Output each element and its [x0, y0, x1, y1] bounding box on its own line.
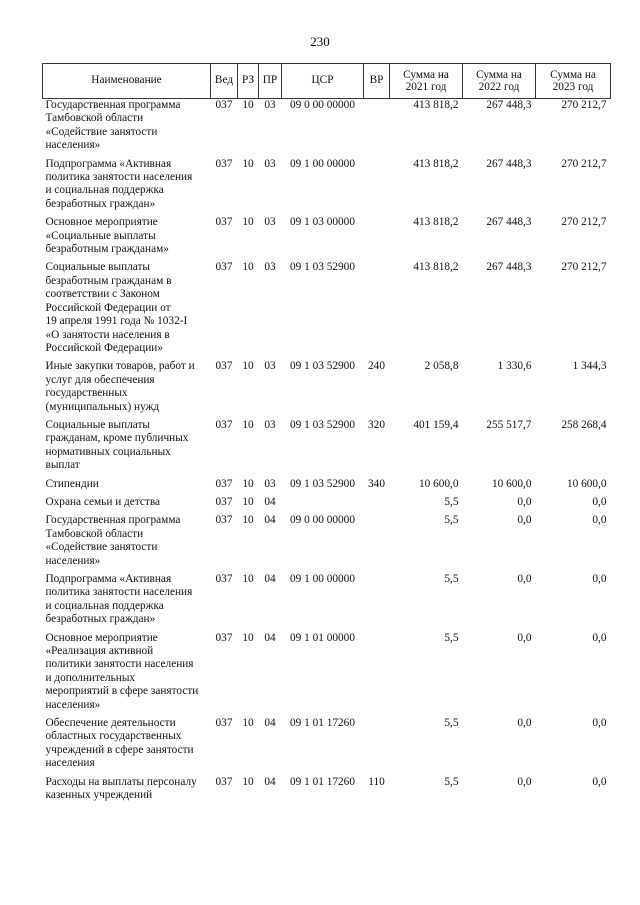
cell-name-line: и социальная поддержка	[45, 599, 164, 612]
cell-name-line: соответствии с Законом	[45, 288, 160, 301]
cell-name-line: мероприятий в сфере занятости	[45, 685, 199, 698]
cell-sum-2021: 5,5	[444, 717, 459, 730]
cell-sum-2022: 1 330,6	[497, 360, 532, 373]
cell-name-line: Иные закупки товаров, работ и	[45, 360, 195, 373]
cell-sum-2023: 270 212,7	[561, 216, 607, 229]
cell-sum-2022: 255 517,7	[486, 418, 532, 431]
cell-name	[43, 216, 211, 261]
cell-rz: 10	[242, 514, 254, 527]
cell-ved: 037	[215, 477, 233, 490]
cell-sum-2021: 5,5	[444, 573, 459, 585]
cell-rz: 10	[242, 477, 254, 490]
header-vr: ВР	[364, 64, 390, 99]
table-row	[43, 717, 611, 776]
header-row	[43, 64, 611, 99]
cell-ved: 037	[215, 157, 233, 170]
cell-name-line: казенных учреждений	[45, 789, 153, 802]
table-row	[43, 360, 611, 419]
cell-sum-2023: 270 212,7	[561, 261, 607, 274]
cell-ved: 037	[215, 631, 233, 644]
cell-rz: 10	[242, 261, 254, 274]
cell-pr: 03	[264, 477, 276, 490]
cell-rz: 10	[242, 360, 254, 373]
cell-name	[43, 261, 211, 360]
cell-csr: 09 1 00 00000	[290, 573, 355, 585]
cell-sum-2022: 0,0	[517, 775, 532, 788]
header-sum-2023-line: Сумма на	[550, 68, 596, 81]
table-row	[43, 573, 611, 632]
cell-vr	[364, 717, 390, 776]
cell-name-line: Стипендии	[45, 477, 99, 490]
cell-vr: 320	[368, 418, 385, 431]
cell-rz: 10	[242, 631, 254, 644]
table-row	[43, 496, 611, 514]
cell-name-line: Обеспечение деятельности	[45, 717, 176, 730]
cell-pr: 04	[264, 717, 276, 730]
cell-name-line: выплат	[45, 459, 80, 472]
cell-csr: 09 1 03 52900	[290, 418, 355, 431]
cell-name	[43, 776, 211, 808]
cell-name-line: «Содействие занятости	[45, 541, 158, 554]
cell-pr: 04	[264, 631, 276, 644]
table-row	[43, 99, 611, 158]
cell-ved: 037	[215, 717, 233, 730]
cell-ved: 037	[215, 261, 233, 274]
cell-name-line: «О занятости населения в	[45, 328, 170, 341]
cell-name-line: населения»	[45, 698, 101, 711]
cell-name-line: Тамбовской области	[45, 112, 144, 125]
cell-name-line: гражданам, кроме публичных	[45, 432, 189, 445]
cell-vr	[364, 632, 390, 717]
cell-sum-2022: 10 600,0	[491, 477, 532, 490]
cell-rz: 10	[242, 157, 254, 170]
cell-sum-2022: 267 448,3	[486, 216, 532, 229]
cell-sum-2023: 0,0	[592, 717, 607, 730]
cell-sum-2021: 5,5	[444, 495, 459, 508]
header-sum-2022-line: Сумма на	[476, 68, 522, 81]
header-sum-2022-line: 2022 год	[478, 81, 520, 93]
cell-name-line: Основное мероприятие	[45, 631, 158, 644]
table-row	[43, 216, 611, 261]
cell-rz: 10	[242, 573, 254, 585]
cell-name-line: безработным гражданам в	[45, 274, 172, 287]
cell-name-line: и социальная поддержка	[45, 184, 164, 197]
header-csr: ЦСР	[282, 64, 364, 99]
cell-name-line: и дополнительных	[45, 671, 136, 684]
cell-name-line: политика занятости населения	[45, 171, 193, 184]
cell-pr: 03	[264, 418, 276, 431]
cell-name-line: населения»	[45, 554, 101, 567]
header-sum-2023-line: 2023 год	[552, 81, 594, 93]
cell-vr	[364, 514, 390, 573]
cell-vr: 110	[368, 775, 385, 788]
cell-name-line: Социальные выплаты	[45, 261, 151, 274]
cell-name-line: Расходы на выплаты персоналу	[45, 775, 197, 788]
cell-ved: 037	[215, 573, 233, 585]
cell-sum-2023: 0,0	[592, 631, 607, 644]
cell-name-line: «Социальные выплаты	[45, 229, 156, 242]
cell-vr	[364, 496, 390, 514]
cell-csr: 09 1 03 52900	[290, 477, 355, 490]
cell-sum-2023: 270 212,7	[561, 157, 607, 170]
cell-sum-2022: 0,0	[517, 495, 532, 508]
cell-rz: 10	[242, 216, 254, 229]
cell-name-line: Подпрограмма «Активная	[45, 573, 172, 585]
cell-name-line: Социальные выплаты	[45, 418, 151, 431]
cell-sum-2022: 267 448,3	[486, 157, 532, 170]
cell-vr	[364, 216, 390, 261]
cell-name-line: (муниципальных) нужд	[45, 400, 160, 413]
cell-name-line: услуг для обеспечения	[45, 373, 155, 386]
page-number: 230	[310, 34, 330, 49]
cell-name-line: безработных граждан»	[45, 197, 156, 210]
header-sum-2023	[536, 64, 611, 99]
table-row	[43, 776, 611, 808]
header-pr: ПР	[259, 64, 282, 99]
cell-name	[43, 99, 211, 158]
cell-ved: 037	[215, 514, 233, 527]
cell-name-line: политики занятости населения	[45, 658, 194, 671]
cell-name	[43, 478, 211, 496]
cell-name-line: областных государственных	[45, 730, 182, 743]
cell-name	[43, 158, 211, 217]
cell-csr: 09 1 03 52900	[290, 360, 355, 373]
cell-name-line: Российской Федерации»	[45, 341, 163, 354]
cell-name-line: учреждений в сфере занятости	[45, 743, 194, 756]
cell-ved: 037	[215, 495, 233, 508]
cell-csr: 09 1 01 17260	[290, 775, 355, 788]
cell-vr: 240	[368, 360, 385, 373]
cell-name	[43, 496, 211, 514]
cell-pr: 04	[264, 514, 276, 527]
table-row	[43, 478, 611, 496]
cell-sum-2023: 0,0	[592, 573, 607, 585]
cell-sum-2021: 413 818,2	[413, 216, 459, 229]
header-sum-2021	[390, 64, 463, 99]
cell-name-line: Подпрограмма «Активная	[45, 157, 172, 170]
cell-ved: 037	[215, 418, 233, 431]
cell-name-line: безработных граждан»	[45, 613, 156, 626]
cell-pr: 03	[264, 157, 276, 170]
cell-sum-2021: 5,5	[444, 775, 459, 788]
cell-csr: 09 1 03 00000	[290, 216, 355, 229]
cell-sum-2021: 2 058,8	[424, 360, 459, 373]
cell-name-line: «Реализация активной	[45, 645, 154, 658]
cell-ved: 037	[215, 99, 233, 111]
table-row	[43, 514, 611, 573]
cell-vr	[364, 158, 390, 217]
cell-sum-2021: 5,5	[444, 514, 459, 527]
cell-name-line: безработным гражданам»	[45, 243, 169, 256]
cell-csr: 09 0 00 00000	[290, 99, 355, 111]
cell-sum-2021: 10 600,0	[418, 477, 459, 490]
cell-name-line: населения	[45, 757, 95, 770]
cell-rz: 10	[242, 418, 254, 431]
cell-name-line: населения»	[45, 139, 101, 152]
header-ved: Вед	[211, 64, 238, 99]
cell-name-line: Государственная программа	[45, 514, 181, 527]
cell-ved: 037	[215, 775, 233, 788]
cell-pr: 03	[264, 99, 276, 111]
header-sum-2021-line: Сумма на	[403, 68, 449, 81]
header-sum-2022	[463, 64, 536, 99]
cell-vr: 340	[368, 477, 385, 490]
table-row	[43, 158, 611, 217]
cell-pr: 04	[264, 775, 276, 788]
cell-ved: 037	[215, 216, 233, 229]
cell-sum-2023: 1 344,3	[572, 360, 607, 373]
table-body	[43, 99, 611, 808]
cell-csr: 09 1 00 00000	[290, 157, 355, 170]
cell-csr: 09 1 03 52900	[290, 261, 355, 274]
cell-sum-2023: 10 600,0	[566, 477, 607, 490]
cell-rz: 10	[242, 717, 254, 730]
cell-name	[43, 419, 211, 478]
cell-sum-2021: 413 818,2	[413, 99, 459, 111]
cell-name	[43, 514, 211, 573]
cell-sum-2023: 270 212,7	[561, 99, 607, 111]
cell-vr	[364, 261, 390, 360]
cell-name-line: Тамбовской области	[45, 527, 144, 540]
cell-sum-2022: 267 448,3	[486, 261, 532, 274]
cell-name-line: 19 апреля 1991 года № 1032-I	[45, 315, 188, 328]
cell-pr: 03	[264, 360, 276, 373]
cell-name-line: Охрана семьи и детства	[45, 495, 161, 508]
cell-name-line: политика занятости населения	[45, 586, 193, 599]
cell-rz: 10	[242, 495, 254, 508]
cell-csr: 09 1 01 17260	[290, 717, 355, 730]
cell-sum-2022: 0,0	[517, 717, 532, 730]
cell-name	[43, 717, 211, 776]
header-sum-2021-line: 2021 год	[405, 81, 447, 93]
cell-sum-2021: 413 818,2	[413, 261, 459, 274]
cell-name-line: Основное мероприятие	[45, 216, 158, 229]
cell-sum-2021: 401 159,4	[413, 418, 459, 431]
cell-sum-2022: 0,0	[517, 514, 532, 527]
header-name: Наименование	[43, 64, 211, 99]
cell-sum-2023: 258 268,4	[561, 418, 607, 431]
table-row	[43, 419, 611, 478]
cell-name-line: «Содействие занятости	[45, 125, 158, 138]
cell-sum-2022: 267 448,3	[486, 99, 532, 111]
cell-sum-2023: 0,0	[592, 775, 607, 788]
budget-table	[42, 63, 611, 808]
cell-sum-2023: 0,0	[592, 514, 607, 527]
cell-sum-2021: 5,5	[444, 631, 459, 644]
table-row	[43, 632, 611, 717]
header-rz: РЗ	[238, 64, 259, 99]
cell-name-line: государственных	[45, 387, 128, 400]
cell-vr	[364, 573, 390, 632]
cell-name	[43, 573, 211, 632]
cell-pr: 03	[264, 216, 276, 229]
cell-csr: 09 1 01 00000	[290, 631, 355, 644]
cell-name	[43, 360, 211, 419]
cell-name-line: нормативных социальных	[45, 445, 171, 458]
cell-csr	[282, 496, 364, 514]
cell-sum-2022: 0,0	[517, 631, 532, 644]
cell-pr: 04	[264, 495, 276, 508]
cell-csr: 09 0 00 00000	[290, 514, 355, 527]
cell-name	[43, 632, 211, 717]
cell-name-line: Государственная программа	[45, 99, 181, 111]
cell-sum-2022: 0,0	[517, 573, 532, 585]
table-row	[43, 261, 611, 360]
cell-rz: 10	[242, 775, 254, 788]
cell-pr: 03	[264, 261, 276, 274]
cell-sum-2023: 0,0	[592, 495, 607, 508]
cell-rz: 10	[242, 99, 254, 111]
cell-vr	[364, 99, 390, 158]
cell-pr: 04	[264, 573, 276, 585]
cell-name-line: Российской Федерации от	[45, 301, 171, 314]
cell-sum-2021: 413 818,2	[413, 157, 459, 170]
cell-ved: 037	[215, 360, 233, 373]
